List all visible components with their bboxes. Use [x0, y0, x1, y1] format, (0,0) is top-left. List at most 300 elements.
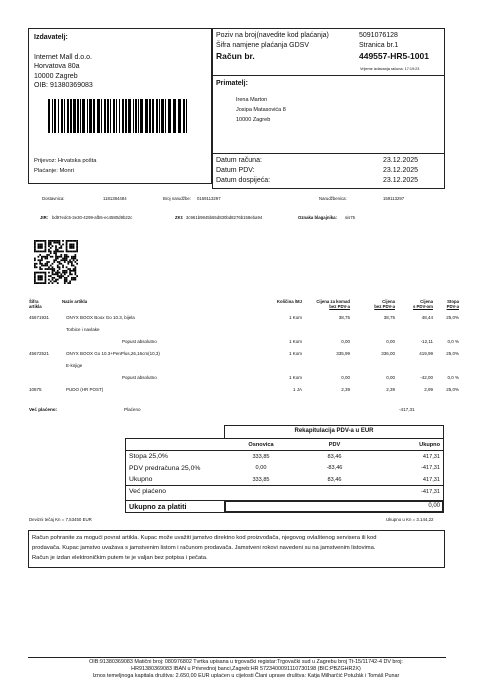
qr-module [43, 256, 45, 258]
qr-module [66, 249, 68, 251]
qr-module [69, 280, 71, 282]
qr-module [74, 272, 76, 274]
qr-module [67, 282, 69, 284]
barcode-bar [128, 99, 131, 133]
barcode-bar [168, 99, 171, 133]
qr-module [41, 240, 43, 242]
qr-module [59, 261, 61, 263]
footer-divider [28, 657, 446, 658]
qr-module [41, 272, 43, 274]
qr-module [66, 247, 68, 249]
qr-module [36, 282, 38, 284]
qr-module [48, 244, 50, 246]
qr-module [45, 263, 47, 265]
qr-module [34, 282, 36, 284]
qr-module [64, 279, 66, 281]
qr-module [73, 244, 75, 246]
qr-module [60, 259, 62, 261]
qr-module [34, 265, 36, 267]
qr-module [64, 277, 66, 279]
date-vat-label: Datum PDV: [216, 167, 255, 174]
qr-module [50, 280, 52, 282]
qr-module [76, 275, 78, 277]
qr-module [45, 265, 47, 267]
qr-module [59, 272, 61, 274]
cell-category: Torbice i navlake [66, 326, 100, 332]
qr-module [53, 259, 55, 261]
cell-cijena-komad: 0,00 [341, 338, 350, 344]
qr-module [76, 263, 78, 265]
qr-module [69, 268, 71, 270]
qr-module [38, 282, 40, 284]
qr-module [57, 242, 59, 244]
qr-module [39, 277, 41, 279]
qr-module [41, 265, 43, 267]
items-table [29, 296, 459, 395]
qr-module [67, 240, 69, 242]
qr-module [53, 240, 55, 242]
qr-module [64, 256, 66, 258]
qr-module [73, 259, 75, 261]
qr-module [45, 282, 47, 284]
qr-module [50, 240, 52, 242]
exchange-rate: Devizni tečaj Kn = 7,53450 EUR [29, 517, 92, 522]
recap-label: PDV predračuna 25,0% [129, 464, 201, 472]
table-row [29, 359, 459, 371]
qr-module [48, 266, 50, 268]
barcode-bar [178, 99, 181, 133]
qr-module [34, 247, 36, 249]
qr-module [48, 251, 50, 253]
qr-module [73, 270, 75, 272]
qr-module [48, 242, 50, 244]
recap-col-osnovica: Osnovica [248, 441, 274, 448]
qr-module [41, 251, 43, 253]
qr-module [48, 272, 50, 274]
barcode-bar [140, 99, 143, 133]
qr-module [34, 263, 36, 265]
qr-module [34, 242, 36, 244]
cell-cijena-komad: 38,75 [338, 314, 350, 320]
table-row [29, 383, 459, 395]
recap-osnovica: 333,85 [252, 453, 270, 460]
cell-cijena-komad: 2,39 [341, 386, 350, 392]
col-naziv: Naziv artikla [62, 299, 88, 304]
note-line: Račun je izdan elektroničkim putem te je valjan bez potpisa i pečata. [32, 555, 208, 561]
qr-module [45, 240, 47, 242]
qr-module [60, 256, 62, 258]
col-cijena-s: Cijena [420, 299, 433, 304]
qr-module [41, 247, 43, 249]
qr-module [60, 251, 62, 253]
cell-sifra: 45672521 [29, 350, 50, 356]
table-row [29, 323, 459, 335]
recap-row [126, 463, 443, 474]
qr-module [59, 247, 61, 249]
qr-module [59, 256, 61, 258]
qr-module [55, 254, 57, 256]
qr-module [57, 275, 59, 277]
qr-module [55, 259, 57, 261]
qr-module [73, 277, 75, 279]
qr-module [34, 272, 36, 274]
qr-module [34, 258, 36, 260]
barcode-bar [101, 99, 102, 133]
qr-module [66, 242, 68, 244]
barcode-bar [48, 99, 50, 133]
qr-module [53, 242, 55, 244]
qr-module [66, 266, 68, 268]
cell-category: E-knjige [66, 362, 83, 368]
qr-module [66, 270, 68, 272]
qr-module [66, 259, 68, 261]
barcode-bar [116, 99, 117, 133]
qr-module [46, 254, 48, 256]
qr-module [36, 240, 38, 242]
qr-module [34, 273, 36, 275]
qr-module [66, 279, 68, 281]
qr-module [64, 270, 66, 272]
recap-label: Već plaćeno [129, 488, 167, 496]
qr-module [52, 256, 54, 258]
qr-module [64, 254, 66, 256]
qr-module [67, 261, 69, 263]
recipient-name: Irena Marton [236, 97, 268, 103]
qr-module [41, 258, 43, 260]
barcode-bar [135, 99, 137, 133]
qr-module [76, 247, 78, 249]
qr-module [45, 258, 47, 260]
qr-module [55, 251, 57, 253]
qr-module [74, 279, 76, 281]
zki-value: 3c961b9845b65d830bd8276b158eba94 [186, 215, 263, 220]
qr-module [50, 252, 52, 254]
qr-module [52, 240, 54, 242]
qr-module [48, 240, 50, 242]
qr-module [53, 261, 55, 263]
qr-module [69, 259, 71, 261]
barcode-bar [89, 99, 92, 133]
cell-naziv: Popust absolutno [122, 374, 157, 380]
paid-label: Već plaćeno: [29, 407, 58, 412]
qr-module [66, 277, 68, 279]
qr-module [39, 259, 41, 261]
cell-cijena-bez: 336,00 [381, 350, 395, 356]
sub-bez: bez PDV-a [374, 304, 395, 309]
qr-module [57, 266, 59, 268]
barcode-bar [107, 99, 109, 133]
qr-module [34, 240, 36, 242]
qr-module [46, 263, 48, 265]
cell-cijena-bez: 38,75 [383, 314, 395, 320]
barcode-bar [183, 99, 185, 133]
qr-module [60, 277, 62, 279]
qr-module [74, 277, 76, 279]
recap-table [126, 439, 443, 497]
qr-module [62, 251, 64, 253]
qr-module [41, 263, 43, 265]
qr-module [69, 273, 71, 275]
total-label: Ukupno za platiti [129, 502, 187, 511]
qr-module [69, 247, 71, 249]
qr-module [48, 249, 50, 251]
qr-module [71, 256, 73, 258]
sub-komad: bez PDV-a [329, 304, 350, 309]
cell-naziv: Popust absolutno [122, 338, 157, 344]
barcode-bar [156, 99, 158, 133]
cell-cijena-s: -12,11 [420, 338, 433, 344]
recap-label: Ukupno [129, 476, 153, 484]
qr-module [64, 273, 66, 275]
cell-cijena-bez: 0,00 [386, 338, 395, 344]
issuer-city: 10000 Zagreb [34, 73, 78, 80]
qr-module [50, 275, 52, 277]
qr-module [69, 270, 71, 272]
qr-module [66, 258, 68, 260]
qr-module [74, 261, 76, 263]
qr-module [60, 247, 62, 249]
qr-module [45, 251, 47, 253]
qr-module [76, 245, 78, 247]
sub-stopa: PDV-a [446, 304, 459, 309]
qr-module [34, 279, 36, 281]
cell-cijena-s: -42,00 [420, 374, 433, 380]
qr-module [66, 254, 68, 256]
qr-module [45, 272, 47, 274]
qr-module [39, 247, 41, 249]
note-line: Račun pohranite za mogući povrat artikla. Kupac može uvažiti jamstvo direktno kod proizvođača, njegovog ovlaštenog servisera ili kod [32, 535, 377, 541]
cell-stopa: 25,0% [446, 314, 459, 320]
qr-module [48, 254, 50, 256]
qr-module [39, 251, 41, 253]
qr-module [57, 265, 59, 267]
issuer-oib: OIB: 91380369083 [34, 82, 93, 89]
barcode-bar [152, 99, 154, 133]
cell-cijena-s: 2,99 [424, 386, 433, 392]
barcode-bar [104, 99, 106, 133]
barcode-bar [80, 99, 81, 133]
paid-value: -417,31 [399, 407, 415, 412]
qr-module [45, 242, 47, 244]
qr-module [59, 244, 61, 246]
qr-module [69, 240, 71, 242]
invoice-number: 449557-HR5-1001 [359, 51, 429, 61]
dostavnica-value: 1181384484 [103, 196, 127, 201]
recap-ukupno: 417,31 [422, 476, 440, 483]
qr-module [45, 244, 47, 246]
qr-module [45, 273, 47, 275]
qr-module [53, 252, 55, 254]
qr-module [55, 273, 57, 275]
qr-module [76, 249, 78, 251]
qr-module [53, 273, 55, 275]
qr-module [66, 244, 68, 246]
qr-module [57, 249, 59, 251]
qr-module [55, 245, 57, 247]
barcode-bar [159, 99, 160, 133]
dostavnica-label: Dostavnica: [42, 196, 65, 201]
footer-line: HR91380369083 IBAN u Privrednoj banci,Zagreb:HR 5723400091110730198 (BIC:PBZGHR2X) [131, 666, 361, 672]
paid-text: Plaćeno [124, 407, 141, 412]
qr-module [46, 258, 48, 260]
qr-module [53, 280, 55, 282]
qr-module [76, 240, 78, 242]
qr-module [64, 259, 66, 261]
date-due-value: 23.12.2025 [383, 177, 419, 184]
qr-module [60, 263, 62, 265]
qr-module [41, 268, 43, 270]
qr-module [52, 279, 54, 281]
qr-module [41, 279, 43, 281]
recap-ukupno: -417,31 [421, 488, 440, 495]
qr-module [38, 251, 40, 253]
qr-module [57, 272, 59, 274]
qr-module [36, 263, 38, 265]
qr-module [39, 272, 41, 274]
cell-stopa: 25,0% [446, 350, 459, 356]
cell-cijena-komad: 0,00 [341, 374, 350, 380]
qr-module [50, 268, 52, 270]
jir-value: bd97edc5-3e30-4299-afb5-ec4580d9b22c [52, 215, 133, 220]
qr-module [67, 251, 69, 253]
qr-module [62, 259, 64, 261]
col-stopa: Stopa [447, 299, 459, 304]
cell-naziv: PUDO (HR POST) [66, 386, 104, 392]
recap-row [126, 486, 443, 498]
qr-module [71, 258, 73, 260]
barcode-bar [122, 99, 124, 133]
qr-module [62, 258, 64, 260]
qr-module [52, 268, 54, 270]
qr-code [34, 240, 78, 284]
col-cijena-komad: Cijena za komad [316, 299, 350, 304]
date-invoice-value: 23.12.2025 [383, 157, 419, 164]
qr-module [50, 265, 52, 267]
qr-module [67, 263, 69, 265]
qr-module [41, 275, 43, 277]
qr-module [69, 251, 71, 253]
table-row [29, 347, 459, 359]
qr-module [52, 273, 54, 275]
barcode-bar [113, 99, 115, 133]
barcode-bar [52, 99, 53, 133]
qr-module [64, 261, 66, 263]
cashier-label: Oznaka blagajnika: [298, 215, 337, 220]
qr-module [62, 244, 64, 246]
table-row [29, 335, 459, 347]
recap-pdv: -83,46 [326, 465, 343, 472]
qr-module [66, 245, 68, 247]
qr-module [55, 279, 57, 281]
qr-module [45, 277, 47, 279]
issuer-title: Izdavatelj: [34, 34, 68, 41]
qr-module [71, 251, 73, 253]
barcode-bar [186, 99, 187, 133]
qr-module [39, 254, 41, 256]
qr-module [38, 247, 40, 249]
qr-module [73, 268, 75, 270]
recap-ukupno: 417,31 [422, 453, 440, 460]
barcode-bar [145, 99, 148, 133]
qr-module [41, 259, 43, 261]
cell-kolicina: 1 Kom [288, 374, 302, 380]
qr-module [60, 254, 62, 256]
qr-module [69, 272, 71, 274]
cell-cijena-s: 419,99 [419, 350, 433, 356]
qr-module [55, 249, 57, 251]
qr-module [48, 261, 50, 263]
cell-sifra: 10875 [29, 386, 42, 392]
issue-time: Vrijeme izdavanja računa: 17:19:23 [360, 67, 420, 71]
qr-module [71, 277, 73, 279]
qr-module [55, 242, 57, 244]
cell-cijena-bez: 2,39 [386, 386, 395, 392]
barcode-bar [70, 99, 72, 133]
issuer-street: Horvatova 80a [34, 63, 80, 70]
barcode-bar [87, 99, 88, 133]
qr-module [39, 240, 41, 242]
order-number-value: 0159113297 [197, 196, 221, 201]
qr-module [62, 240, 64, 242]
cell-kolicina: 1 Kom [288, 338, 302, 344]
qr-module [64, 272, 66, 274]
qr-module [34, 280, 36, 282]
qr-module [71, 244, 73, 246]
qr-module [67, 268, 69, 270]
qr-module [38, 277, 40, 279]
qr-module [55, 272, 57, 274]
qr-module [73, 279, 75, 281]
qr-module [48, 275, 50, 277]
qr-module [76, 259, 78, 261]
qr-module [52, 277, 54, 279]
qr-module [69, 245, 71, 247]
recap-pdv: 83,46 [327, 476, 342, 483]
qr-module [66, 280, 68, 282]
note-line: prodavača. Kupac jamstvo uvažava s jamstvenim listom i računom prodavača. Jamstveni rokovi navedeni su na jamstvenim listovima. [32, 545, 376, 551]
qr-module [62, 265, 64, 267]
qr-module [57, 240, 59, 242]
barcode-bar [165, 99, 166, 133]
qr-module [45, 247, 47, 249]
barcode-bar [77, 99, 79, 133]
qr-module [64, 280, 66, 282]
recap-title: Rekapitulacija PDV-a u EUR [294, 428, 374, 434]
qr-module [46, 261, 48, 263]
table-row [29, 371, 459, 383]
qr-module [41, 282, 43, 284]
qr-module [48, 268, 50, 270]
sub-sifra: artikla [29, 304, 42, 309]
qr-module [74, 268, 76, 270]
qr-module [52, 263, 54, 265]
qr-module [66, 256, 68, 258]
date-invoice-label: Datum računa: [216, 157, 262, 164]
qr-module [71, 263, 73, 265]
barcode-bar [73, 99, 76, 133]
cashier-value: sis75 [345, 215, 356, 220]
qr-module [43, 240, 45, 242]
qr-module [62, 266, 64, 268]
recap-osnovica: 0,00 [255, 465, 267, 472]
barcode [48, 99, 190, 133]
qr-module [64, 282, 66, 284]
qr-module [38, 275, 40, 277]
qr-module [66, 240, 68, 242]
barcode-bar [54, 99, 56, 133]
qr-module [60, 275, 62, 277]
qr-module [34, 259, 36, 261]
